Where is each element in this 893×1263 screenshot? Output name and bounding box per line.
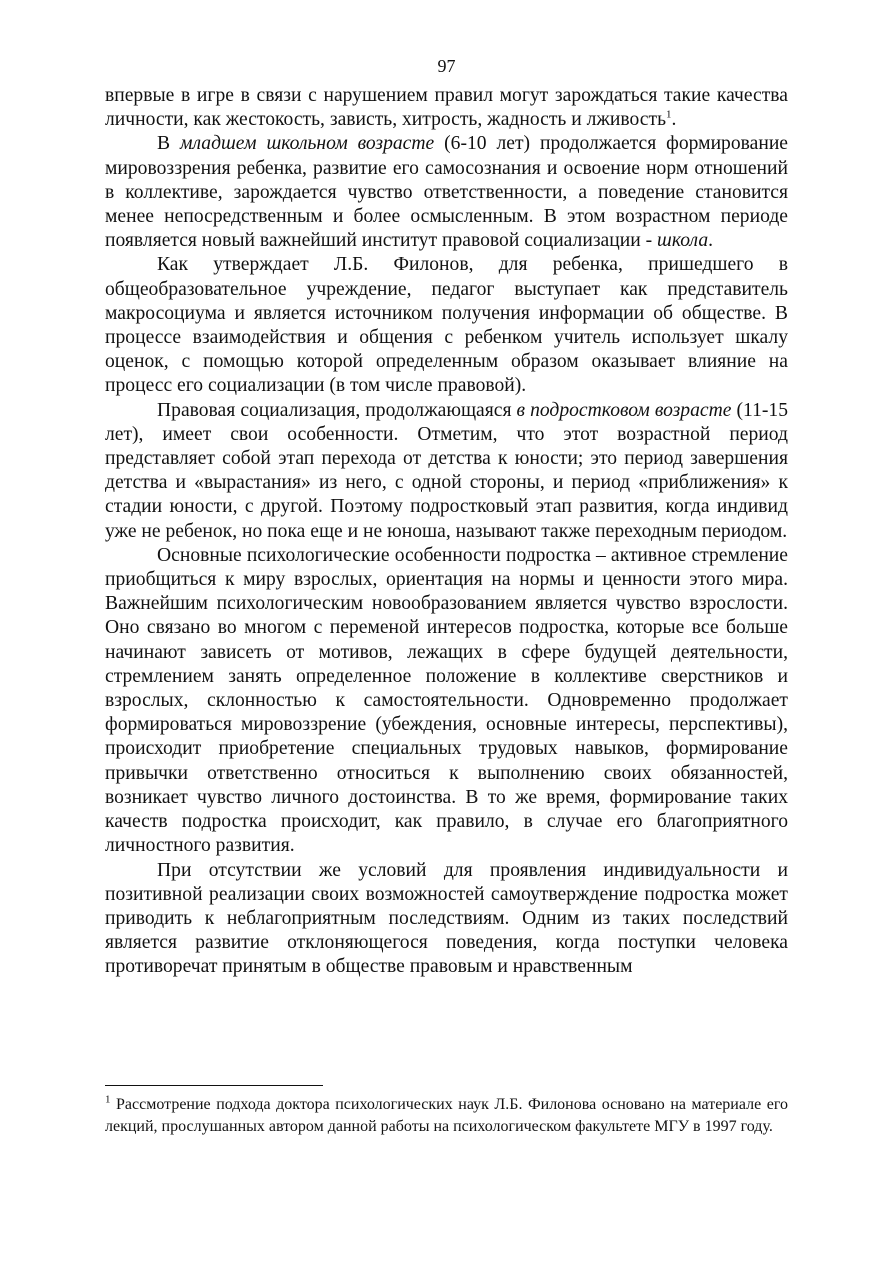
footnote-separator xyxy=(105,1085,323,1086)
paragraph-2-italic-2: школа xyxy=(657,230,709,252)
paragraph-2 xyxy=(105,132,788,253)
footnote xyxy=(105,1094,788,1138)
footnote-marker: 1 xyxy=(105,1093,111,1106)
footnote-text: Рассмотрение подхода доктора психологических наук Л.Б. Филонова основано на материале его лекций, прослушанных автором данной работы на психологическом факультете МГУ в 1997 году. xyxy=(105,1096,788,1135)
footnote-reference: 1 xyxy=(666,108,672,121)
body-text xyxy=(105,84,788,980)
paragraph-1-text: впервые в игре в связи с нарушением правил могут зарождаться такие качества личности, как жестокость, зависть, хитрость, жадность и лживость xyxy=(105,85,788,131)
paragraph-4 xyxy=(105,399,788,544)
paragraph-4-italic: в подростковом возрасте xyxy=(516,399,732,421)
paragraph-5-text: Основные психологические особенности подростка – активное стремление приобщиться к миру взрослых, ориентация на нормы и ценности этого мира. Важнейшим психологическим новообразованием является чувство взрослости. Оно связано во многом с переменой интересов подростка, которые все больше начинают зависеть от мотивов, лежащих в сфере будущей деятельности, стремлением занять определенное положение в коллективе сверстников и взрослых, склонностью к самостоятельности. Одновременно продолжает формироваться мировоззрение (убеждения, основные интересы, перспективы), происходит приобретение специальных трудовых навыков, формирование привычки ответственно относиться к выполнению своих обязанностей, возникает чувство личного достоинства. В то же время, формирование таких качеств подростка происходит, как правило, в случае его благоприятного личностного развития. xyxy=(105,544,788,857)
page-number: 97 xyxy=(437,56,456,76)
paragraph-2-middle: (6-10 лет) продолжается формирование мировоззрения ребенка, развитие его самосознания и освоение норм отношений в коллективе, зарождается чувство ответственности, а поведение становится менее непосредственным и более осмысленным. В этом возрастном периоде появляется новый важнейший институт правовой социализации - xyxy=(105,133,789,252)
paragraph-1-end: . xyxy=(671,109,677,131)
paragraph-4-before: Правовая социализация, продолжающаяся xyxy=(157,399,517,421)
paragraph-6 xyxy=(105,859,788,980)
paragraph-6-text: При отсутствии же условий для проявления индивидуальности и позитивной реализации своих возможностей самоутверждение подростка может приводить к неблагоприятным последствиям. Одним из таких последствий является развитие отклоняющегося поведения, когда поступки человека противоречат принятым в обществе правовым и нравственным xyxy=(105,859,788,978)
paragraph-4-after: (11-15 лет), имеет свои особенности. Отметим, что этот возрастной период представляет собой этап перехода от детства к юности; это период завершения детства и «вырастания» из него, с одной стороны, и период «приближения» к стадии юности, с другой. Поэтому подростковый этап развития, когда индивид уже не ребенок, но пока еще и не юноша, называют также переходным периодом. xyxy=(105,399,788,542)
paragraph-1 xyxy=(105,84,788,132)
paragraph-3-text: Как утверждает Л.Б. Филонов, для ребенка, пришедшего в общеобразовательное учреждение, педагог выступает как представитель макросоциума и является источником получения информации об обществе. В процессе взаимодействия и общения с ребенком учитель использует шкалу оценок, с помощью которой определенным образом оказывает влияние на процесс его социализации (в том числе правовой). xyxy=(105,254,788,397)
paragraph-3 xyxy=(105,253,788,398)
paragraph-2-end: . xyxy=(708,230,714,252)
paragraph-5 xyxy=(105,544,788,859)
paragraph-2-italic-1: младшем школьном возрасте xyxy=(180,133,435,155)
paragraph-2-before: В xyxy=(157,133,181,155)
